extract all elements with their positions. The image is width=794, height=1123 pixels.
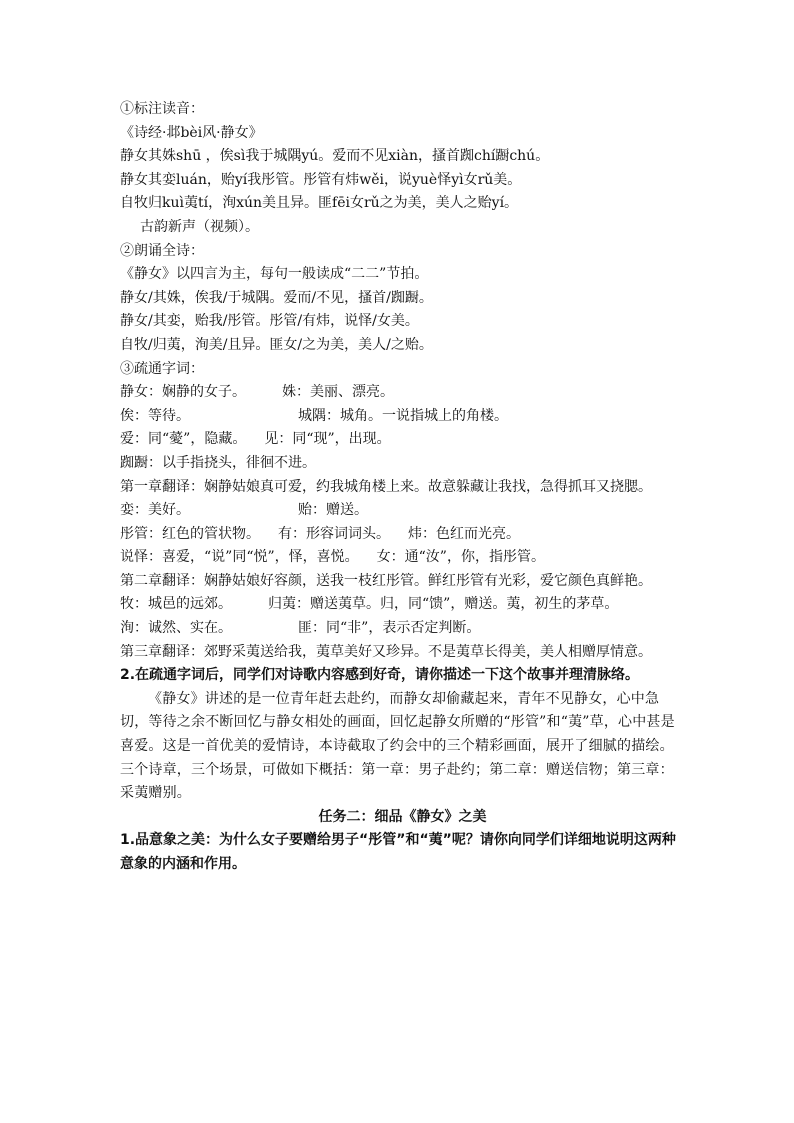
vocab-item: 贻：赠送。 [298,502,368,519]
translation-chapter-2: 第二章翻译：娴静姑娘好容颜，送我一枝红彤管。鲜红彤管有光彩，爱它颜色真鲜艳。 [120,572,652,589]
answer-paragraph: 《静女》讲述的是一位青年赶去赴约，而静女却偷藏起来，青年不见静女，心中急切，等待之余不断回忆与静女相处的画面，回忆起静女所赠的“彤管”和“荑”草，心中甚是喜爱。这是一首优美的爱情诗，本诗截取了约会中的三个精彩画面，展开了细腻的描绘。三个诗章，三个场景，可做如下概括：第一章：男子赴约；第二章：赠送信物；第三章：采荑赠别。 [120,690,675,802]
vocab-item: 女：通“汝”，你，指彤管。 [376,549,545,566]
section-heading-vocab: ③疏通字词： [120,360,204,377]
vocab-row-3 [120,428,685,452]
rhythm-line-1: 静女/其姝，俟我/于城隅。爱而/不见，搔首/踟蹰。 [120,289,433,306]
vocab-item: 牧：城邑的远郊。 [120,596,232,613]
vocab-item: 静女：娴静的女子。 [120,384,246,401]
translation-chapter-3: 第三章翻译：郊野采荑送给我，荑草美好又珍异。不是荑草长得美，美人相赠厚情意。 [120,643,652,660]
vocab-item: 洵：诚然、实在。 [120,620,232,637]
vocab-item: 说怿：喜爱，“说”同“悦”，怿，喜悦。 [120,549,359,566]
vocab-item: 匪：同“非”，表示否定判断。 [298,620,481,637]
vocab-row-5 [120,499,685,523]
vocab-row-1 [120,381,685,405]
vocab-row-4: 踟蹰：以手指挠头，徘徊不进。 [120,454,316,471]
vocab-row-8 [120,593,685,617]
vocab-row-2 [120,405,685,429]
document-body [120,98,685,877]
video-note: 古韵新声（视频）。 [140,218,259,235]
section-heading-recite: ②朗诵全诗： [120,242,204,259]
vocab-row-9 [120,617,685,641]
poem-line-1: 静女其姝shū ，俟sì我于城隅yú。爱而不见xiàn，搔首踟chí蹰chú。 [120,148,550,165]
rhythm-line-3: 自牧/归荑，洵美/且异。匪女/之为美，美人/之贻。 [120,336,433,353]
task-2-heading: 任务二：细品《静女》之美 [318,808,487,825]
vocab-item: 爱：同“薆”，隐藏。 [120,431,247,448]
vocab-item: 姝：美丽、漂亮。 [282,384,394,401]
vocab-item: 有：形容词词头。 [278,525,390,542]
vocab-item: 俟：等待。 [120,407,190,424]
vocab-item: 娈：美好。 [120,502,190,519]
vocab-item: 彤管：红色的管状物。 [120,525,260,542]
question-imagery: 1.品意象之美：为什么女子要赠给男子“彤管”和“荑”呢？请你向同学们详细地说明这两种意象的内涵和作用。 [120,832,676,872]
vocab-item: 城隅：城角。一说指城上的角楼。 [298,407,508,424]
translation-chapter-1: 第一章翻译：娴静姑娘真可爱，约我城角楼上来。故意躲藏让我找，急得抓耳又挠腮。 [120,478,652,495]
rhythm-note: 《静女》以四言为主，每句一般读成“二二”节拍。 [120,266,429,283]
vocab-row-7 [120,546,685,570]
question-2: 2.在疏通字词后，同学们对诗歌内容感到好奇，请你描述一下这个故事并理清脉络。 [120,667,640,684]
vocab-item: 炜：色红而光亮。 [408,525,520,542]
rhythm-line-2: 静女/其娈，贻我/彤管。彤管/有炜，说怿/女美。 [120,313,419,330]
poem-line-2: 静女其娈luán，贻yí我彤管。彤管有炜wěi，说yuè怿yì女rǔ美。 [120,171,522,188]
vocab-row-6 [120,523,685,547]
vocab-item: 见：同“现”，出现。 [264,431,391,448]
vocab-item: 归荑：赠送荑草。归，同“馈”，赠送。荑，初生的茅草。 [268,596,619,613]
poem-line-3: 自牧归kuì荑tí，洵xún美且异。匪fēi女rǔ之为美，美人之贻yí。 [120,195,519,212]
poem-title: 《诗经·邶bèi风·静女》 [120,124,263,141]
section-heading-pronunciation: ①标注读音： [120,101,204,117]
